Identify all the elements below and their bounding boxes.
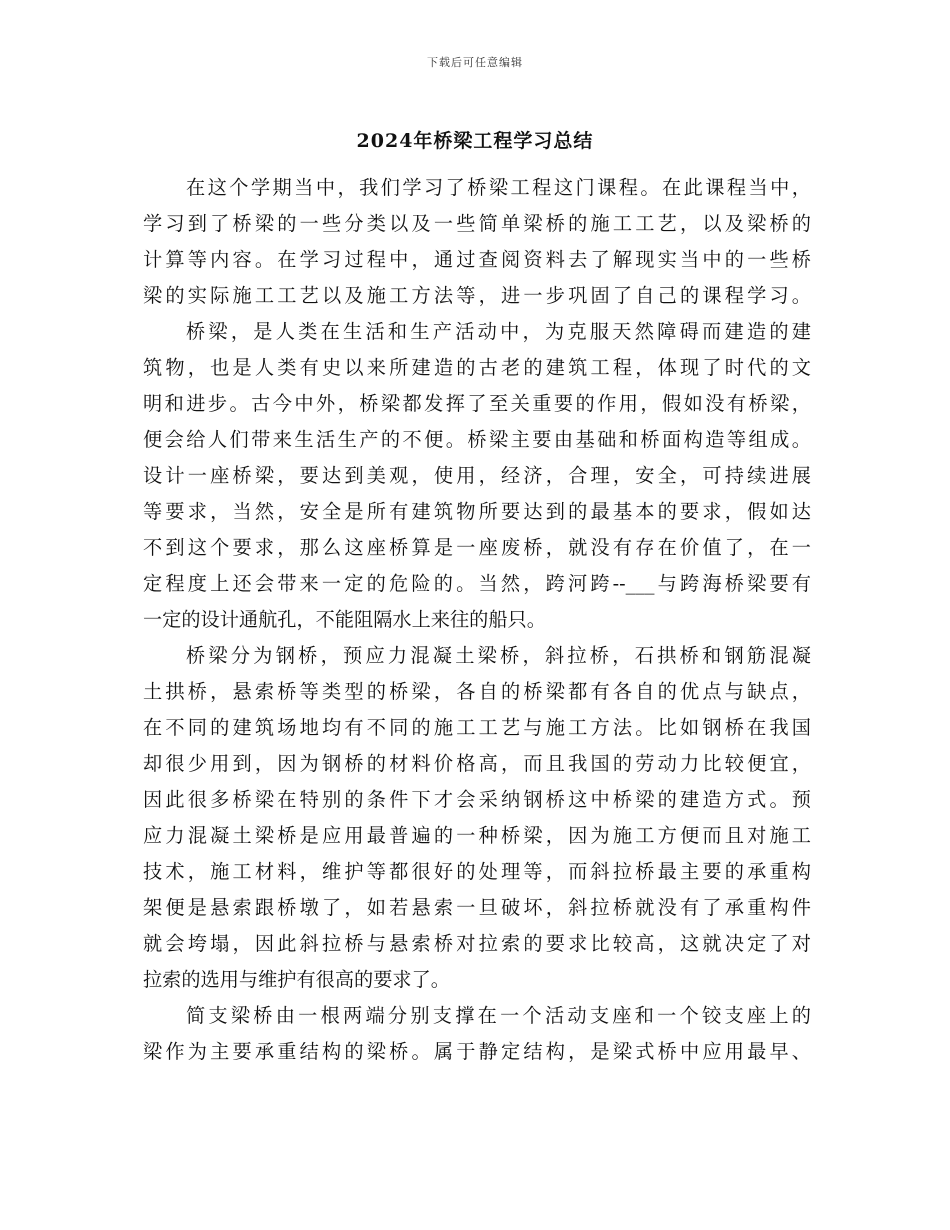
- text-line: 在不同的建筑场地均有不同的施工工艺与施工方法。比如钢桥在我国: [143, 716, 811, 739]
- text-line: 拉索的选用与维护有很高的要求了。: [143, 968, 450, 991]
- paragraph-1: [143, 170, 811, 314]
- text-line: 就会垮塌，因此斜拉桥与悬索桥对拉索的要求比较高，这就决定了对: [143, 932, 811, 955]
- text-line: 筑物，也是人类有史以来所建造的古老的建筑工程，体现了时代的文: [143, 356, 811, 379]
- text-line: 技术，施工材料，维护等都很好的处理等，而斜拉桥最主要的承重构: [143, 860, 811, 883]
- text-line: 却很少用到，因为钢桥的材料价格高，而且我国的劳动力比较便宜，: [143, 752, 811, 775]
- paragraph-2: [143, 314, 811, 638]
- text-line: 一定的设计通航孔，不能阻隔水上来往的船只。: [143, 608, 546, 631]
- document-title: 2024年桥梁工程学习总结: [356, 130, 594, 152]
- text-line: 设计一座桥梁，要达到美观，使用，经济，合理，安全，可持续进展: [143, 464, 811, 487]
- paragraph-3: [143, 638, 811, 998]
- page-header-note: 下载后可任意编辑: [427, 56, 523, 69]
- text-line: 在这个学期当中，我们学习了桥梁工程这门课程。在此课程当中，: [186, 176, 811, 199]
- text-line: 定程度上还会带来一定的危险的。当然，跨河跨--___与跨海桥梁要有: [143, 572, 811, 595]
- text-line: 应力混凝土梁桥是应用最普遍的一种桥梁，因为施工方便而且对施工: [143, 824, 811, 847]
- text-line: 梁作为主要承重结构的梁桥。属于静定结构，是梁式桥中应用最早、: [143, 1040, 811, 1063]
- text-line: 土拱桥，悬索桥等类型的桥梁，各自的桥梁都有各自的优点与缺点，: [143, 680, 811, 703]
- paragraph-4: [143, 998, 811, 1070]
- text-line: 便会给人们带来生活生产的不便。桥梁主要由基础和桥面构造等组成。: [143, 428, 811, 451]
- text-line: 桥梁分为钢桥，预应力混凝土梁桥，斜拉桥，石拱桥和钢筋混凝: [186, 644, 811, 667]
- text-line: 简支梁桥由一根两端分别支撑在一个活动支座和一个铰支座上的: [186, 1004, 811, 1027]
- text-line: 明和进步。古今中外，桥梁都发挥了至关重要的作用，假如没有桥梁，: [143, 392, 811, 415]
- text-line: 因此很多桥梁在特别的条件下才会采纳钢桥这中桥梁的建造方式。预: [143, 788, 811, 811]
- text-line: 等要求，当然，安全是所有建筑物所要达到的最基本的要求，假如达: [143, 500, 811, 523]
- document-body: [143, 170, 811, 1070]
- text-line: 计算等内容。在学习过程中，通过查阅资料去了解现实当中的一些桥: [143, 248, 811, 271]
- text-line: 梁的实际施工工艺以及施工方法等，进一步巩固了自己的课程学习。: [143, 284, 811, 307]
- text-line: 学习到了桥梁的一些分类以及一些简单梁桥的施工工艺，以及梁桥的: [143, 212, 811, 235]
- text-line: 架便是悬索跟桥墩了，如若悬索一旦破坏，斜拉桥就没有了承重构件: [143, 896, 811, 919]
- text-line: 桥梁，是人类在生活和生产活动中，为克服天然障碍而建造的建: [186, 320, 811, 343]
- text-line: 不到这个要求，那么这座桥算是一座废桥，就没有存在价值了，在一: [143, 536, 811, 559]
